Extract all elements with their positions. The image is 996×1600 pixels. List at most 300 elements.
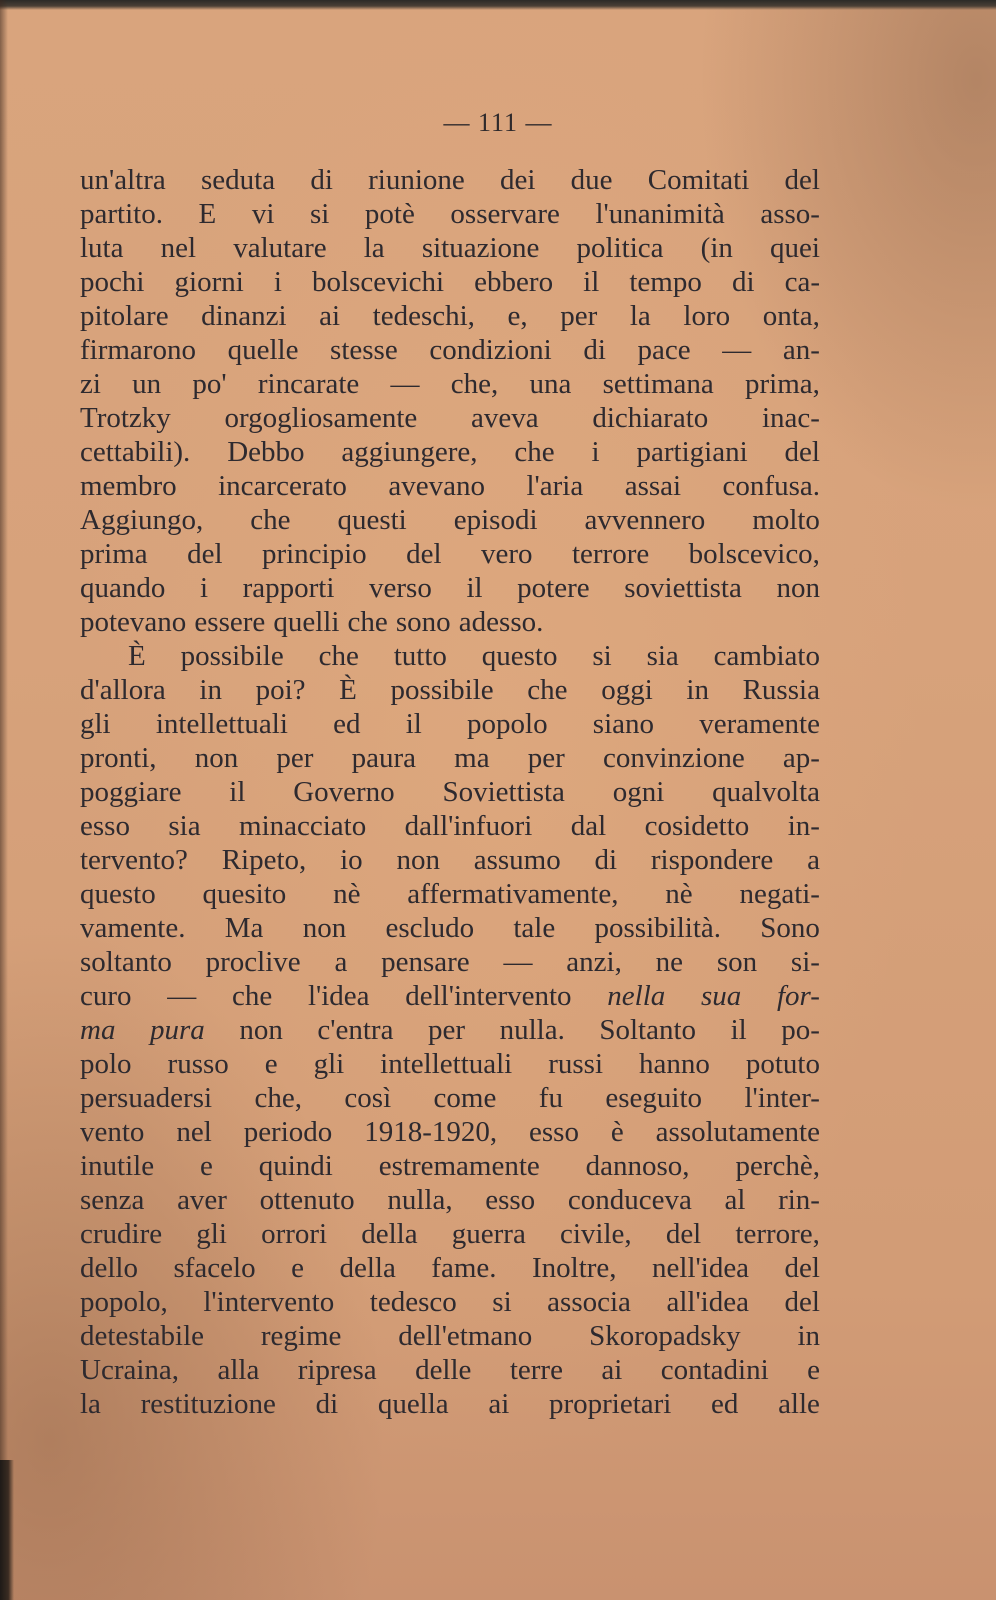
word: ai: [319, 300, 341, 332]
text-line: [80, 1285, 820, 1319]
word: valutare: [233, 232, 327, 264]
word: di: [315, 1388, 339, 1420]
word: i: [591, 436, 600, 468]
word: poggiare: [80, 776, 182, 808]
word: È: [339, 674, 357, 706]
word: onta,: [762, 300, 820, 332]
word: Governo: [293, 776, 395, 808]
word: dello: [80, 1252, 138, 1284]
word: assai: [624, 470, 682, 502]
word: che: [250, 504, 291, 536]
word: russi: [548, 1048, 604, 1080]
word: fame.: [431, 1252, 497, 1284]
word: terrore,: [735, 1218, 820, 1250]
word: popolo,: [80, 1286, 168, 1318]
word: pochi: [80, 266, 145, 298]
word: che: [527, 674, 568, 706]
word: in: [686, 674, 709, 706]
word: gli: [196, 1218, 227, 1250]
word: quella: [377, 1388, 449, 1420]
word: sia: [168, 810, 201, 842]
word: così: [344, 1082, 392, 1114]
word: Russia: [742, 674, 820, 706]
word: prima,: [744, 368, 820, 400]
word: Soviettista: [442, 776, 565, 808]
word: luta: [80, 232, 124, 264]
text-line: [80, 605, 820, 639]
word: restituzione: [140, 1388, 276, 1420]
word: regime: [260, 1320, 342, 1352]
word: nè: [665, 878, 693, 910]
text-line: [80, 231, 820, 265]
word: firmarono: [80, 334, 196, 366]
word: di: [731, 266, 755, 298]
word: ripresa: [297, 1354, 377, 1386]
word: cambiato: [713, 640, 820, 672]
word: inutile: [80, 1150, 155, 1182]
word: po-: [781, 1014, 820, 1046]
word: ma: [454, 742, 490, 774]
word: alla: [217, 1354, 260, 1386]
word: possibilità.: [594, 912, 721, 944]
word: Trotzky: [80, 402, 171, 434]
text-line: [80, 741, 820, 775]
word: essere: [194, 606, 266, 638]
word: 1918-1920,: [364, 1116, 498, 1148]
word: perchè,: [735, 1150, 820, 1182]
word: nella: [607, 980, 666, 1012]
word: anzi,: [566, 946, 622, 978]
word: si: [309, 198, 330, 230]
text-line: [80, 809, 820, 843]
word: sfacelo: [173, 1252, 256, 1284]
text-line: [80, 333, 820, 367]
word: —: [722, 334, 752, 366]
word: quindi: [258, 1150, 333, 1182]
word: tutto: [393, 640, 447, 672]
word: di: [594, 844, 618, 876]
word: polo: [80, 1048, 132, 1080]
word: —: [167, 980, 197, 1012]
page-left-edge: [0, 0, 8, 1600]
word: nel: [160, 232, 197, 264]
word: che,: [254, 1082, 302, 1114]
word: e: [199, 1150, 213, 1182]
word: della: [339, 1252, 396, 1284]
word: cosidetto: [644, 810, 750, 842]
word: soltanto: [80, 946, 172, 978]
word: rapporti: [242, 572, 335, 604]
word: dei: [500, 164, 536, 196]
word: che: [318, 640, 359, 672]
word: politica: [576, 232, 664, 264]
word: son: [716, 946, 758, 978]
word: del: [665, 1218, 702, 1250]
word: dinanzi: [201, 300, 287, 332]
word: prima: [80, 538, 148, 570]
text-line: [80, 1115, 820, 1149]
word: come: [433, 1082, 497, 1114]
word: quelli: [273, 606, 340, 638]
word: l'intervento: [203, 1286, 335, 1318]
text-line: [80, 843, 820, 877]
word: dell'etmano: [398, 1320, 533, 1352]
word: una: [529, 368, 572, 400]
word: questo: [481, 640, 558, 672]
word: rincarate: [257, 368, 360, 400]
text-line: [80, 401, 820, 435]
word: io: [340, 844, 363, 876]
word: dal: [570, 810, 607, 842]
word: la: [629, 300, 651, 332]
word: proprietari: [548, 1388, 672, 1420]
word: possibile: [180, 640, 284, 672]
word: questo: [80, 878, 156, 910]
text-line: [80, 1217, 820, 1251]
word: for-: [777, 980, 820, 1012]
word: settimana: [602, 368, 714, 400]
word: bolscevico,: [688, 538, 820, 570]
word: tale: [513, 912, 556, 944]
word: l'aria: [526, 470, 584, 502]
word: tedeschi,: [372, 300, 475, 332]
word: di: [583, 334, 606, 366]
word: vamente.: [80, 912, 186, 944]
word: c'entra: [317, 1014, 394, 1046]
word: quando: [80, 572, 166, 604]
word: i: [199, 572, 209, 604]
page-binding-shadow: [0, 1460, 14, 1600]
word: orgogliosamente: [224, 402, 418, 434]
word: assumo: [473, 844, 561, 876]
word: i: [273, 266, 282, 298]
word: tedesco: [369, 1286, 457, 1318]
word: seduta: [200, 164, 276, 196]
text-line: [80, 197, 820, 231]
word: quei: [770, 232, 820, 264]
word: escludo: [385, 912, 475, 944]
word: sua: [700, 980, 742, 1012]
word: guerra: [451, 1218, 526, 1250]
word: non: [776, 572, 820, 604]
word: proclive: [205, 946, 301, 978]
word: ai: [601, 1354, 623, 1386]
word: ed: [333, 708, 361, 740]
text-line: [80, 1251, 820, 1285]
body-text: [80, 163, 820, 1421]
word: condizioni: [429, 334, 552, 366]
text-line: [80, 945, 820, 979]
word: che: [514, 436, 555, 468]
word: esso: [485, 1184, 536, 1216]
word: l'inter-: [744, 1082, 820, 1114]
word: il: [466, 572, 483, 604]
text-line: [80, 1387, 820, 1421]
text-line: [80, 163, 820, 197]
word: sono: [395, 606, 451, 638]
word: incarcerato: [218, 470, 347, 502]
text-line: [80, 979, 820, 1013]
word: pace: [637, 334, 691, 366]
word: principio: [261, 538, 367, 570]
word: molto: [752, 504, 820, 536]
word: situazione: [421, 232, 540, 264]
word: avvennero: [584, 504, 706, 536]
text-line: [80, 537, 820, 571]
word: è: [610, 1116, 624, 1148]
word: il: [730, 1014, 747, 1046]
word: asso-: [760, 198, 820, 230]
word: popolo: [467, 708, 548, 740]
word: an-: [782, 334, 820, 366]
word: intellettuali: [155, 708, 288, 740]
word: giorni: [174, 266, 244, 298]
word: gli: [313, 1048, 345, 1080]
word: ebbero: [474, 266, 554, 298]
word: e,: [507, 300, 528, 332]
word: aveva: [470, 402, 539, 434]
word: cettabili).: [80, 436, 191, 468]
page-top-edge: [0, 0, 996, 10]
word: e: [264, 1048, 278, 1080]
word: nulla.: [499, 1014, 565, 1046]
text-line: [80, 1081, 820, 1115]
word: terre: [509, 1354, 563, 1386]
word: l'idea: [307, 980, 370, 1012]
word: ma: [80, 1014, 116, 1046]
word: pronti,: [80, 742, 157, 774]
word: il: [229, 776, 246, 808]
word: nell'idea: [652, 1252, 750, 1284]
word: E: [198, 198, 217, 230]
word: per: [428, 1014, 466, 1046]
word: stesse: [330, 334, 398, 366]
word: il: [405, 708, 422, 740]
word: vento: [80, 1116, 145, 1148]
word: persuadersi: [80, 1082, 213, 1114]
word: intellettuali: [380, 1048, 513, 1080]
word: della: [361, 1218, 418, 1250]
word: all'idea: [666, 1286, 749, 1318]
word: aver: [177, 1184, 227, 1216]
word: osservare: [450, 198, 560, 230]
word: Ucraina,: [80, 1354, 180, 1386]
text-line: [80, 877, 820, 911]
text-line: [80, 1183, 820, 1217]
word: ap-: [782, 742, 820, 774]
word: esso: [80, 810, 130, 842]
word: questi: [337, 504, 407, 536]
word: non: [239, 1014, 283, 1046]
word: contadini: [660, 1354, 769, 1386]
word: po': [192, 368, 227, 400]
word: episodi: [453, 504, 538, 536]
word: non: [302, 912, 347, 944]
word: siano: [592, 708, 654, 740]
word: la: [363, 232, 385, 264]
word: che,: [450, 368, 499, 400]
word: non: [194, 742, 239, 774]
word: nel: [176, 1116, 212, 1148]
word: un'altra: [80, 164, 166, 196]
word: al: [724, 1184, 746, 1216]
word: e: [807, 1354, 820, 1386]
text-line: [80, 911, 820, 945]
word: rispondere: [650, 844, 774, 876]
word: delle: [415, 1354, 472, 1386]
word: Inoltre,: [532, 1252, 617, 1284]
text-line: [80, 707, 820, 741]
word: avevano: [388, 470, 486, 502]
word: qualvolta: [712, 776, 820, 808]
word: potevano: [80, 606, 187, 638]
word: e: [291, 1252, 304, 1284]
word: vi: [251, 198, 275, 230]
word: in: [797, 1320, 820, 1352]
text-line: [80, 1353, 820, 1387]
word: potè: [364, 198, 415, 230]
word: —: [390, 368, 420, 400]
word: potuto: [745, 1048, 820, 1080]
word: del: [406, 538, 442, 570]
word: dichiarato: [592, 402, 709, 434]
word: ottenuto: [259, 1184, 355, 1216]
word: ca-: [784, 266, 820, 298]
text-line: [80, 673, 820, 707]
word: vero: [480, 538, 533, 570]
text-line: [80, 469, 820, 503]
word: tempo: [629, 266, 702, 298]
text-line: [80, 503, 820, 537]
word: associa: [547, 1286, 631, 1318]
word: a: [334, 946, 348, 978]
word: in: [199, 674, 222, 706]
word: aggiungere,: [341, 436, 478, 468]
word: Soltanto: [599, 1014, 697, 1046]
word: ed: [711, 1388, 739, 1420]
word: estremamente: [378, 1150, 540, 1182]
word: negati-: [739, 878, 820, 910]
word: riunione: [368, 164, 465, 196]
word: fu: [538, 1082, 563, 1114]
word: rin-: [778, 1184, 820, 1216]
word: Skoropadsky: [589, 1320, 741, 1352]
word: pensare: [381, 946, 470, 978]
word: del: [784, 164, 820, 196]
text-line: [80, 1319, 820, 1353]
text-line: [80, 571, 820, 605]
word: gli: [80, 708, 111, 740]
page-number: — 111 —: [443, 108, 553, 137]
word: Aggiungo,: [80, 504, 204, 536]
word: l'unanimità: [595, 198, 725, 230]
word: eseguito: [605, 1082, 703, 1114]
word: ne: [655, 946, 684, 978]
word: in-: [787, 810, 820, 842]
word: tervento?: [80, 844, 188, 876]
text-line: [80, 265, 820, 299]
word: si: [592, 640, 612, 672]
word: zi: [80, 368, 101, 400]
word: nulla,: [387, 1184, 453, 1216]
word: d'allora: [80, 674, 166, 706]
text-line: [80, 299, 820, 333]
word: dell'intervento: [405, 980, 572, 1012]
word: terrore: [571, 538, 650, 570]
word: soviettista: [624, 572, 742, 604]
word: curo: [80, 980, 132, 1012]
word: membro: [80, 470, 177, 502]
word: possibile: [390, 674, 494, 706]
word: per: [276, 742, 314, 774]
word: bolscevichi: [312, 266, 445, 298]
word: crudire: [80, 1218, 163, 1250]
word: del: [784, 1252, 820, 1284]
word: pitolare: [80, 300, 169, 332]
word: assolutamente: [655, 1116, 820, 1148]
word: loro: [683, 300, 731, 332]
word: detestabile: [80, 1320, 205, 1352]
word: affermativamente,: [407, 878, 619, 910]
word: si: [492, 1286, 512, 1318]
text-line: [80, 435, 820, 469]
word: del: [187, 538, 223, 570]
word: periodo: [243, 1116, 333, 1148]
word: —: [503, 946, 533, 978]
word: per: [527, 742, 565, 774]
word: Debbo: [227, 436, 305, 468]
word: un: [132, 368, 162, 400]
word: nè: [333, 878, 361, 910]
word: di: [310, 164, 333, 196]
word: poi?: [255, 674, 306, 706]
word: partito.: [80, 198, 163, 230]
word: oggi: [601, 674, 653, 706]
word: a: [807, 844, 820, 876]
text-line: [80, 1047, 820, 1081]
word: verso: [369, 572, 432, 604]
word: due: [570, 164, 613, 196]
word: dall'infuori: [404, 810, 533, 842]
word: partigiani: [636, 436, 748, 468]
word: inac-: [762, 402, 820, 434]
text-line: [80, 1149, 820, 1183]
word: senza: [80, 1184, 145, 1216]
word: conduceva: [567, 1184, 692, 1216]
word: Ripeto,: [221, 844, 307, 876]
word: alle: [778, 1388, 820, 1420]
text-line: [80, 775, 820, 809]
word: civile,: [559, 1218, 632, 1250]
word: dannoso,: [585, 1150, 690, 1182]
word: che: [347, 606, 388, 638]
word: hanno: [638, 1048, 710, 1080]
word: ogni: [612, 776, 665, 808]
word: Sono: [760, 912, 820, 944]
word: si-: [790, 946, 820, 978]
word: del: [784, 436, 820, 468]
word: del: [784, 1286, 820, 1318]
word: potere: [517, 572, 590, 604]
word: minacciato: [239, 810, 367, 842]
word: veramente: [699, 708, 820, 740]
word: che: [231, 980, 273, 1012]
word: paura: [351, 742, 416, 774]
word: (in: [700, 232, 733, 264]
word: per: [560, 300, 598, 332]
word: la: [80, 1388, 101, 1420]
text-line: [80, 639, 820, 673]
